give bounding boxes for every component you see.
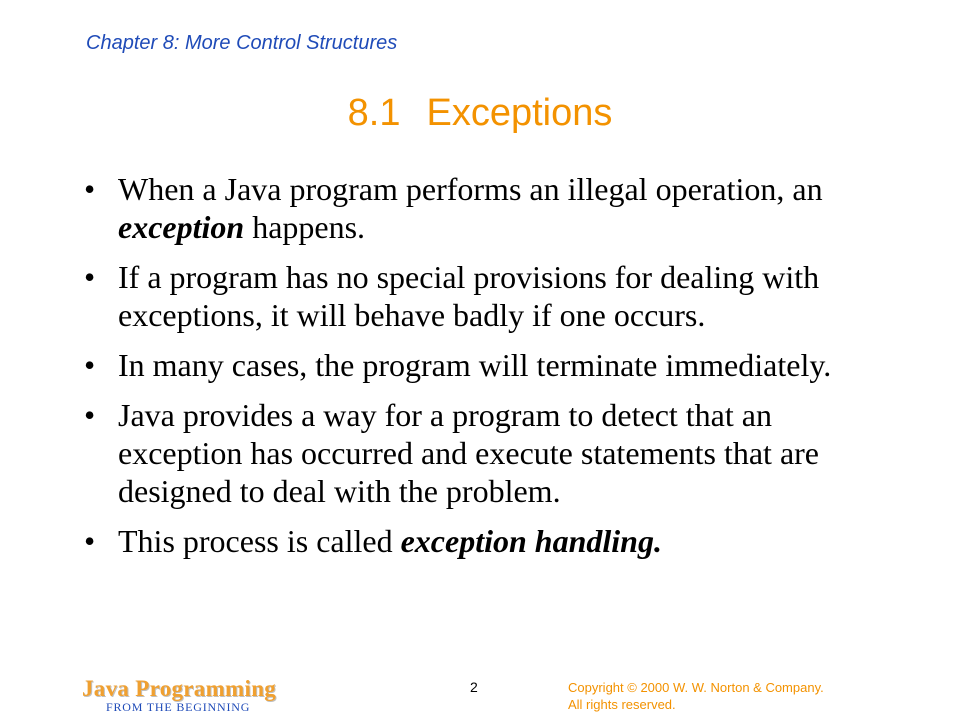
page-number: 2 xyxy=(470,679,478,695)
section-title: Exceptions xyxy=(426,92,613,134)
bullet-item: • If a program has no special provisions for dealing with exceptions, it will behave badly if one occurs. xyxy=(84,259,820,333)
emphasis-text: exception xyxy=(118,209,245,245)
chapter-header: Chapter 8: More Control Structures xyxy=(86,32,398,54)
bullet-dot: • xyxy=(84,523,96,559)
logo-subtitle: FROM THE BEGINNING xyxy=(106,700,251,714)
bullet-item: • In many cases, the program will terminate immediately. xyxy=(84,347,832,383)
bullet-dot: • xyxy=(84,259,96,295)
bullet-item: • This process is called exception handling. xyxy=(84,523,662,559)
copyright-notice: Copyright © 2000 W. W. Norton & Company. All rights reserved. xyxy=(568,680,824,712)
slide-title xyxy=(0,92,960,135)
bullet-list xyxy=(84,170,884,572)
emphasis-text: exception handling. xyxy=(400,523,662,559)
book-logo xyxy=(82,676,276,715)
bullet-dot: • xyxy=(84,347,96,383)
bullet-dot: • xyxy=(84,397,96,433)
logo-title: Java Programming xyxy=(82,676,277,701)
bullet-item: • When a Java program performs an illegal operation, an exception happens. xyxy=(84,171,823,245)
bullet-item: • Java provides a way for a program to detect that an exception has occurred and execute statements that are designed to deal with the problem. xyxy=(84,397,819,509)
bullet-dot: • xyxy=(84,171,96,207)
section-number: 8.1 xyxy=(347,92,401,134)
